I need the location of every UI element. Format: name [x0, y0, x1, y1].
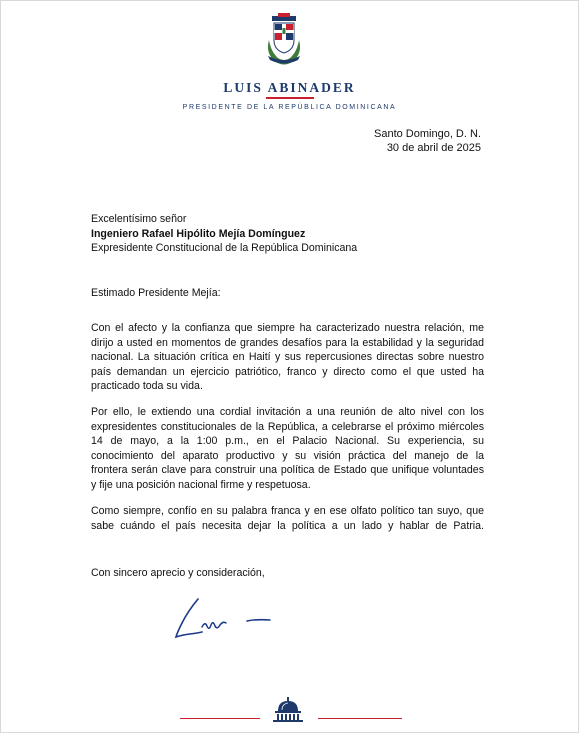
closing: Con sincero aprecio y consideración, — [91, 567, 265, 579]
letterhead-name: LUIS ABINADER — [223, 80, 356, 95]
greeting: Estimado Presidente Mejía: — [91, 287, 221, 299]
letter-date: 30 de abril de 2025 — [386, 142, 481, 154]
body-paragraph-3 — [91, 504, 484, 533]
national-palace-dome-icon — [270, 697, 306, 723]
paragraph-line: Con el afecto y la confianza que siempre ha caracterizado nuestra relación, me — [91, 322, 484, 334]
letter-place: Santo Domingo, D. N. — [374, 128, 481, 140]
paragraph-line: frontera serán clave para construir una política de Estado que unifique voluntades — [91, 464, 484, 477]
paragraph-line: dirijo a usted en momentos de grandes desafíos para la estabilidad y la seguridad — [91, 336, 484, 349]
letterhead-rule — [266, 97, 314, 99]
paragraph-line: conocimiento del aparato productivo y su visión práctica del manejo de la — [91, 449, 484, 462]
recipient-honorific: Excelentísimo señor — [91, 213, 187, 225]
paragraph-line: y fije una posición nacional firme y respetuosa. — [91, 478, 311, 491]
recipient-role: Expresidente Constitucional de la República Dominicana — [91, 242, 358, 255]
paragraph-line: Por ello, le extiendo una cordial invitación a una reunión de alto nivel con los — [91, 406, 484, 418]
paragraph-line: nacional. La situación crítica en Haití y sus repercusiones directas sobre nuestro — [91, 351, 484, 364]
body-paragraph-2 — [91, 405, 484, 493]
body-paragraph-1 — [91, 321, 484, 394]
signature — [168, 593, 278, 643]
paragraph-line: 14 de mayo, a la 1:00 p.m., en el Palacio Nacional. Su experiencia, su — [91, 435, 484, 448]
paragraph-line: practicado toda su vida. — [91, 380, 203, 393]
paragraph-line: Como siempre, confío en su palabra franca y en ese olfato político tan suyo, que — [91, 505, 484, 517]
recipient-name: Ingeniero Rafael Hipólito Mejía Domínguez — [91, 227, 306, 240]
paragraph-line: expresidentes constitucionales de la República, a celebrarse el próximo miércoles — [91, 420, 484, 433]
recipient-block — [91, 212, 484, 256]
letterhead-title: PRESIDENTE DE LA REPÚBLICA DOMINICANA — [182, 104, 397, 111]
footer-rule-left — [180, 718, 260, 719]
paragraph-line: sabe cuándo el país necesita dejar la política a un lado y hablar de Patria. — [91, 519, 484, 532]
dominican-coat-of-arms-icon — [260, 10, 308, 68]
footer-rule-right — [318, 718, 402, 719]
paragraph-line: país demandan un ejercicio patriótico, franco y directo como el que usted ha — [91, 365, 484, 378]
